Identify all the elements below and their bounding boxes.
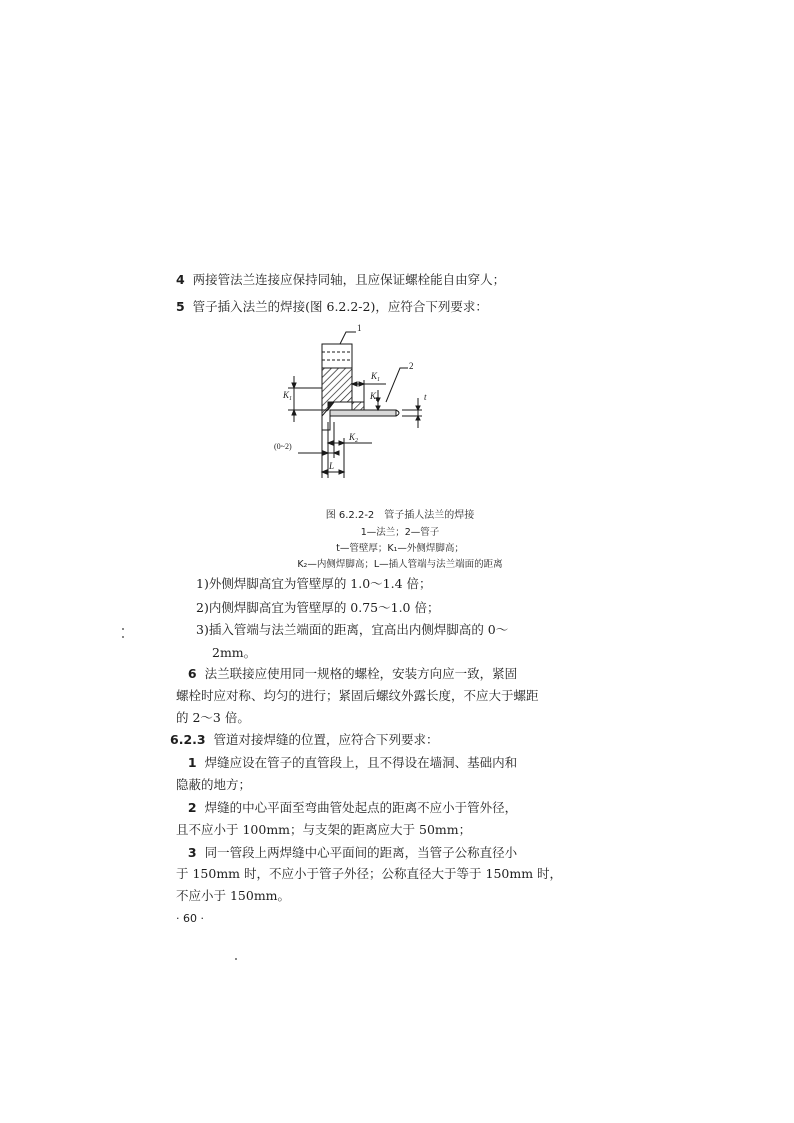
flange-top — [322, 344, 352, 368]
item-text: 法兰联接应使用同一规格的螺栓，安装方向应一致，紧固 — [204, 666, 518, 681]
item-6-line-3: 的 2～3 倍。 — [176, 710, 250, 725]
item-5 — [176, 299, 616, 315]
requirement-3: 3)插入管端与法兰端面的距离，宜高出内侧焊脚高的 0～ — [196, 622, 509, 637]
section-number: 6.2.3 — [170, 732, 206, 747]
l-label: L — [329, 461, 335, 471]
callout-2-leader — [386, 368, 408, 402]
k1-top-label: $K_1$ — [371, 371, 381, 383]
item-number: 6 — [187, 666, 197, 681]
weld-diagram — [268, 318, 434, 492]
scan-speck — [122, 636, 124, 638]
pipe — [330, 410, 396, 416]
item-text: 焊缝的中心平面至弯曲管处起点的距离不应小于管外径， — [204, 800, 518, 815]
item-text: 管子插入法兰的焊接(图 6.2.2-2)，应符合下列要求： — [192, 299, 488, 314]
item-number: 2 — [187, 800, 197, 815]
sub-item-2 — [176, 800, 616, 816]
requirement-3-cont: 2mm。 — [212, 645, 257, 660]
callout-1-leader — [340, 332, 356, 344]
figure-title: 图 6.2.2-2 管子插人法兰的焊接 — [325, 510, 475, 521]
sub-item-1 — [176, 755, 616, 771]
gap-label: (0~2) — [274, 442, 292, 451]
k2-bottom-label: $K_2$ — [349, 432, 359, 444]
requirement-2: 2)内侧焊脚高宜为管壁厚的 0.75～1.0 倍； — [196, 600, 440, 615]
outer-weld — [352, 402, 364, 410]
k2-vertical-label: $K_2$ — [370, 391, 380, 403]
sub-item-3-line-2: 于 150mm 时，不应小于管子外径；公称直径大于等于 150mm 时， — [176, 866, 563, 881]
callout-1-label: 1 — [357, 323, 362, 333]
sub-item-2-line-2: 且不应小于 100mm；与支架的距离应大于 50mm； — [176, 822, 472, 837]
section-6-2-3 — [170, 732, 610, 748]
t-label: t — [424, 392, 427, 402]
inner-weld — [328, 402, 334, 410]
section-text: 管道对接焊缝的位置，应符合下列要求： — [213, 732, 439, 747]
requirement-1: 1)外侧焊脚高宜为管壁厚的 1.0～1.4 倍； — [196, 576, 432, 591]
flange-lower — [322, 416, 330, 430]
item-text: 焊缝应设在管子的直管段上，且不得设在墙洞、基础内和 — [204, 755, 518, 770]
figure-legend-3: K₂—内侧焊脚高；L—插人管端与法兰端面的距离 — [297, 559, 503, 570]
callout-2-label: 2 — [409, 361, 414, 371]
sub-item-3-line-3: 不应小于 150mm。 — [176, 888, 291, 903]
figure-legend-1: 1—法兰；2—管子 — [360, 527, 440, 538]
item-number: 1 — [187, 755, 197, 770]
item-number: 5 — [176, 299, 185, 314]
k1-left-label: $K_1$ — [283, 390, 293, 402]
item-6-line-2: 螺栓时应对称、均匀的进行；紧固后螺纹外露长度，不应大于螺距 — [176, 688, 539, 703]
item-number: 4 — [176, 272, 185, 287]
item-number: 3 — [187, 845, 197, 860]
item-text: 同一管段上两焊缝中心平面间的距离，当管子公称直径小 — [204, 845, 518, 860]
scan-speck — [122, 628, 124, 630]
sub-item-3 — [176, 845, 616, 861]
item-text: 两接管法兰连接应保持同轴，且应保证螺栓能自由穿人； — [192, 272, 506, 287]
sub-item-1-line-2: 隐蔽的地方； — [176, 777, 252, 792]
page-number: · 60 · — [176, 912, 204, 925]
figure-legend-2: t—管壁厚；K₁—外侧焊脚高； — [336, 543, 464, 554]
flange-hub — [322, 368, 352, 416]
item-6 — [176, 666, 616, 682]
item-4 — [176, 272, 616, 288]
scan-speck — [235, 958, 237, 960]
